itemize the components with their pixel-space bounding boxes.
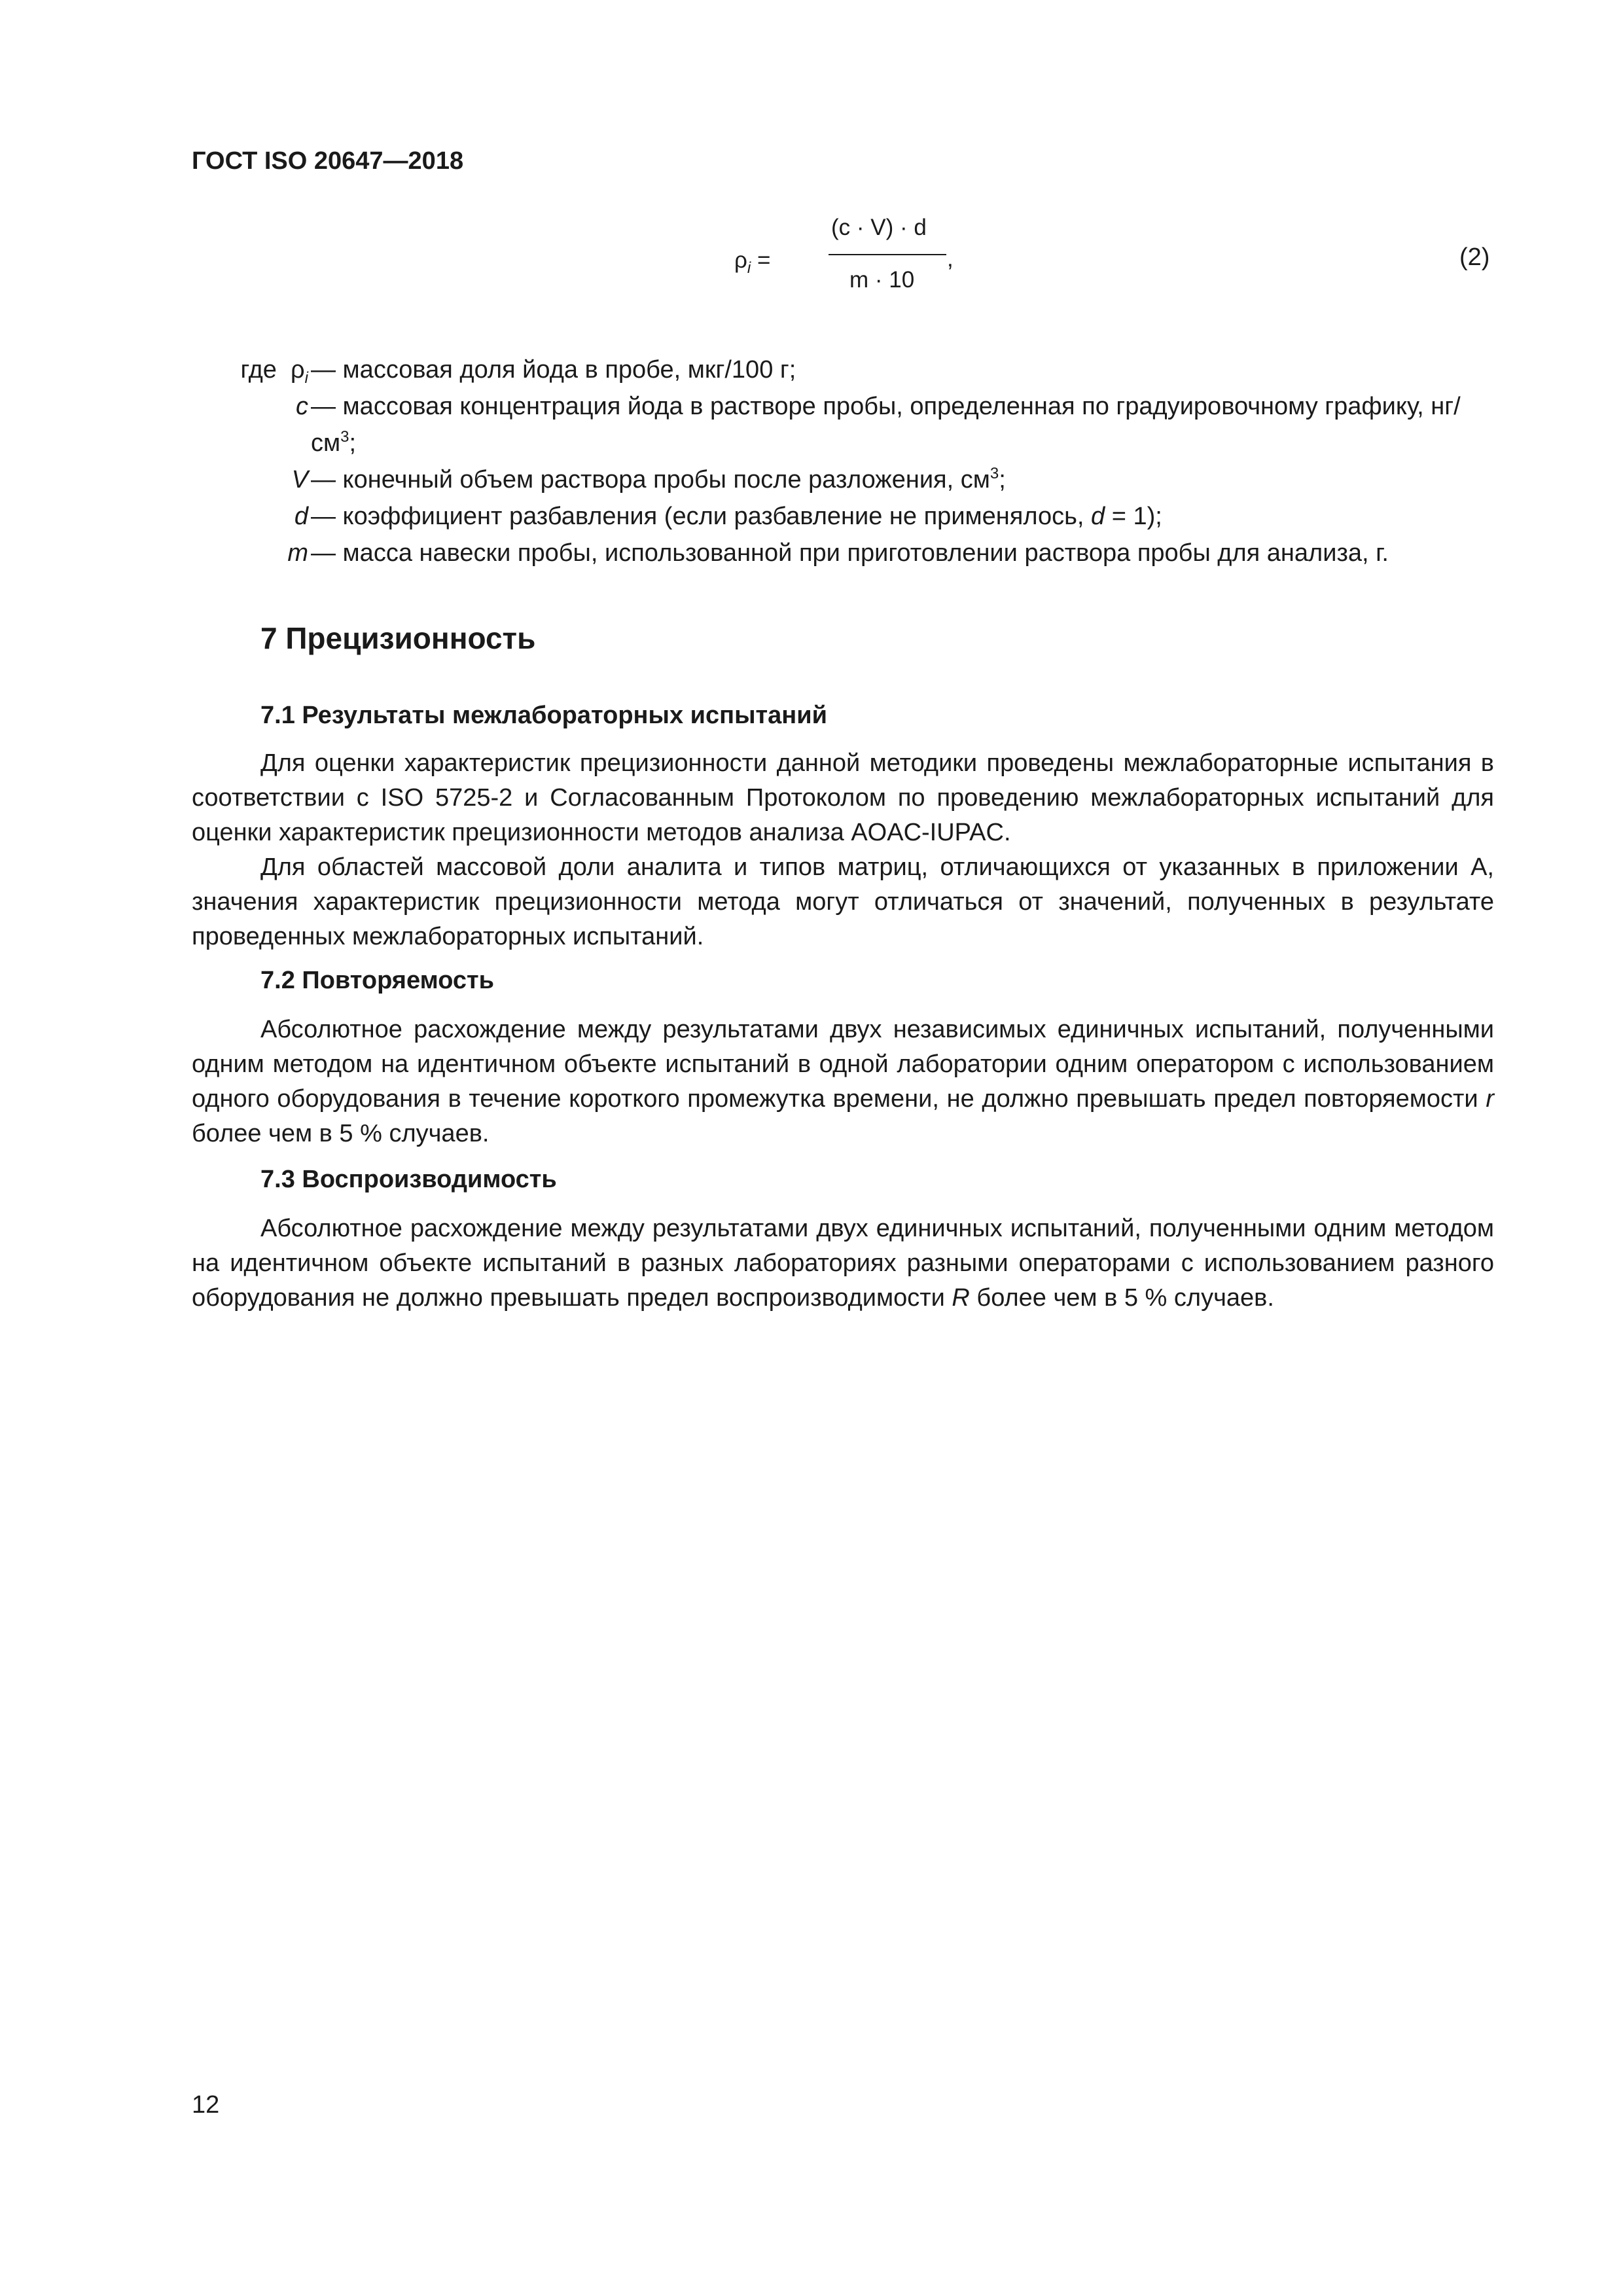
formula-denominator: m · 10: [849, 267, 915, 293]
paragraph-7-2: Абсолютное расхождение между результатами двух независимых единичных испытаний, полученными одним методом на идентичном объекте испытаний в одной лаборатории одним оператором с использованием одного оборудования в течение короткого промежутка времени, не должно превышать предел повторяемости r более чем в 5 % случаев.: [192, 1016, 1494, 1147]
where-symbol: V: [291, 466, 308, 493]
subsection-title-7-2: 7.2 Повторяемость: [260, 967, 495, 994]
where-item-v: V — конечный объем раствора пробы после разложения, $см^3$;: [291, 465, 1006, 493]
formula-2: [733, 215, 954, 306]
where-item-rho: [192, 351, 1494, 388]
where-symbol: где $\rho_i$: [240, 356, 308, 387]
where-item-d: d — коэффициент разбавления (если разбавление не применялось, d = 1);: [294, 503, 1162, 530]
document-header: ГОСТ ISO 20647—2018: [192, 147, 464, 175]
formula-fraction: [779, 215, 975, 306]
paragraph-7-1-b: Для областей массовой доли аналита и типов матриц, отличающихся от указанных в приложении А, значения характеристик прецизионности метода могут отличаться от значений, полученных в результате проведенных межлабораторных испытаний.: [192, 853, 1494, 950]
formula-lhs: $\rho_i$ =: [734, 247, 771, 277]
formula-comma: ,: [947, 246, 954, 272]
section-title: 7 Прецизионность: [260, 621, 536, 655]
where-symbol: c: [296, 393, 308, 420]
where-text: — масса навески пробы, использованной при приготовлении раствора пробы для анализа, г.: [311, 539, 1389, 567]
where-symbol: m: [287, 539, 308, 567]
paragraph-7-3: Абсолютное расхождение между результатами двух единичных испытаний, полученными одним методом на идентичном объекте испытаний в разных лабораториях разными операторами с использованием разного оборудования не должно превышать предел воспроизводимости R более чем в 5 % случаев.: [192, 1215, 1494, 1312]
subsection-title-7-1: 7.1 Результаты межлабораторных испытаний: [260, 702, 827, 729]
where-text: — массовая концентрация йода в растворе пробы, определенная по градуировочному графику, нг/см: [311, 393, 1461, 457]
where-symbol: d: [294, 503, 308, 530]
where-list: [192, 351, 1494, 571]
where-item-c: c — массовая концентрация йода в растворе пробы, определенная по градуировочному графику, $нг/см^3$;: [296, 393, 1461, 457]
subsection-title-7-3: 7.3 Воспроизводимость: [260, 1166, 557, 1193]
formula-number: (2): [1459, 243, 1490, 271]
where-item-m: [192, 535, 1494, 571]
page-number: 12: [192, 2091, 220, 2119]
where-text: — конечный объем раствора пробы после разложения, см: [311, 466, 990, 493]
where-text: — коэффициент разбавления (если разбавление не применялось,: [311, 503, 1092, 530]
paragraph-7-1-a: Для оценки характеристик прецизионности данной методики проведены межлабораторные испытания в соответствии с ISO 5725-2 и Согласованным Протоколом по проведению межлабораторных испытаний для оценки характеристик прецизионности методов анализа AOAC-IUPAC.: [192, 749, 1494, 846]
fraction-bar: [829, 254, 946, 255]
formula-numerator: (c · V) · d: [831, 215, 927, 240]
where-text: — массовая доля йода в пробе, мкг/100 г;: [311, 356, 796, 384]
